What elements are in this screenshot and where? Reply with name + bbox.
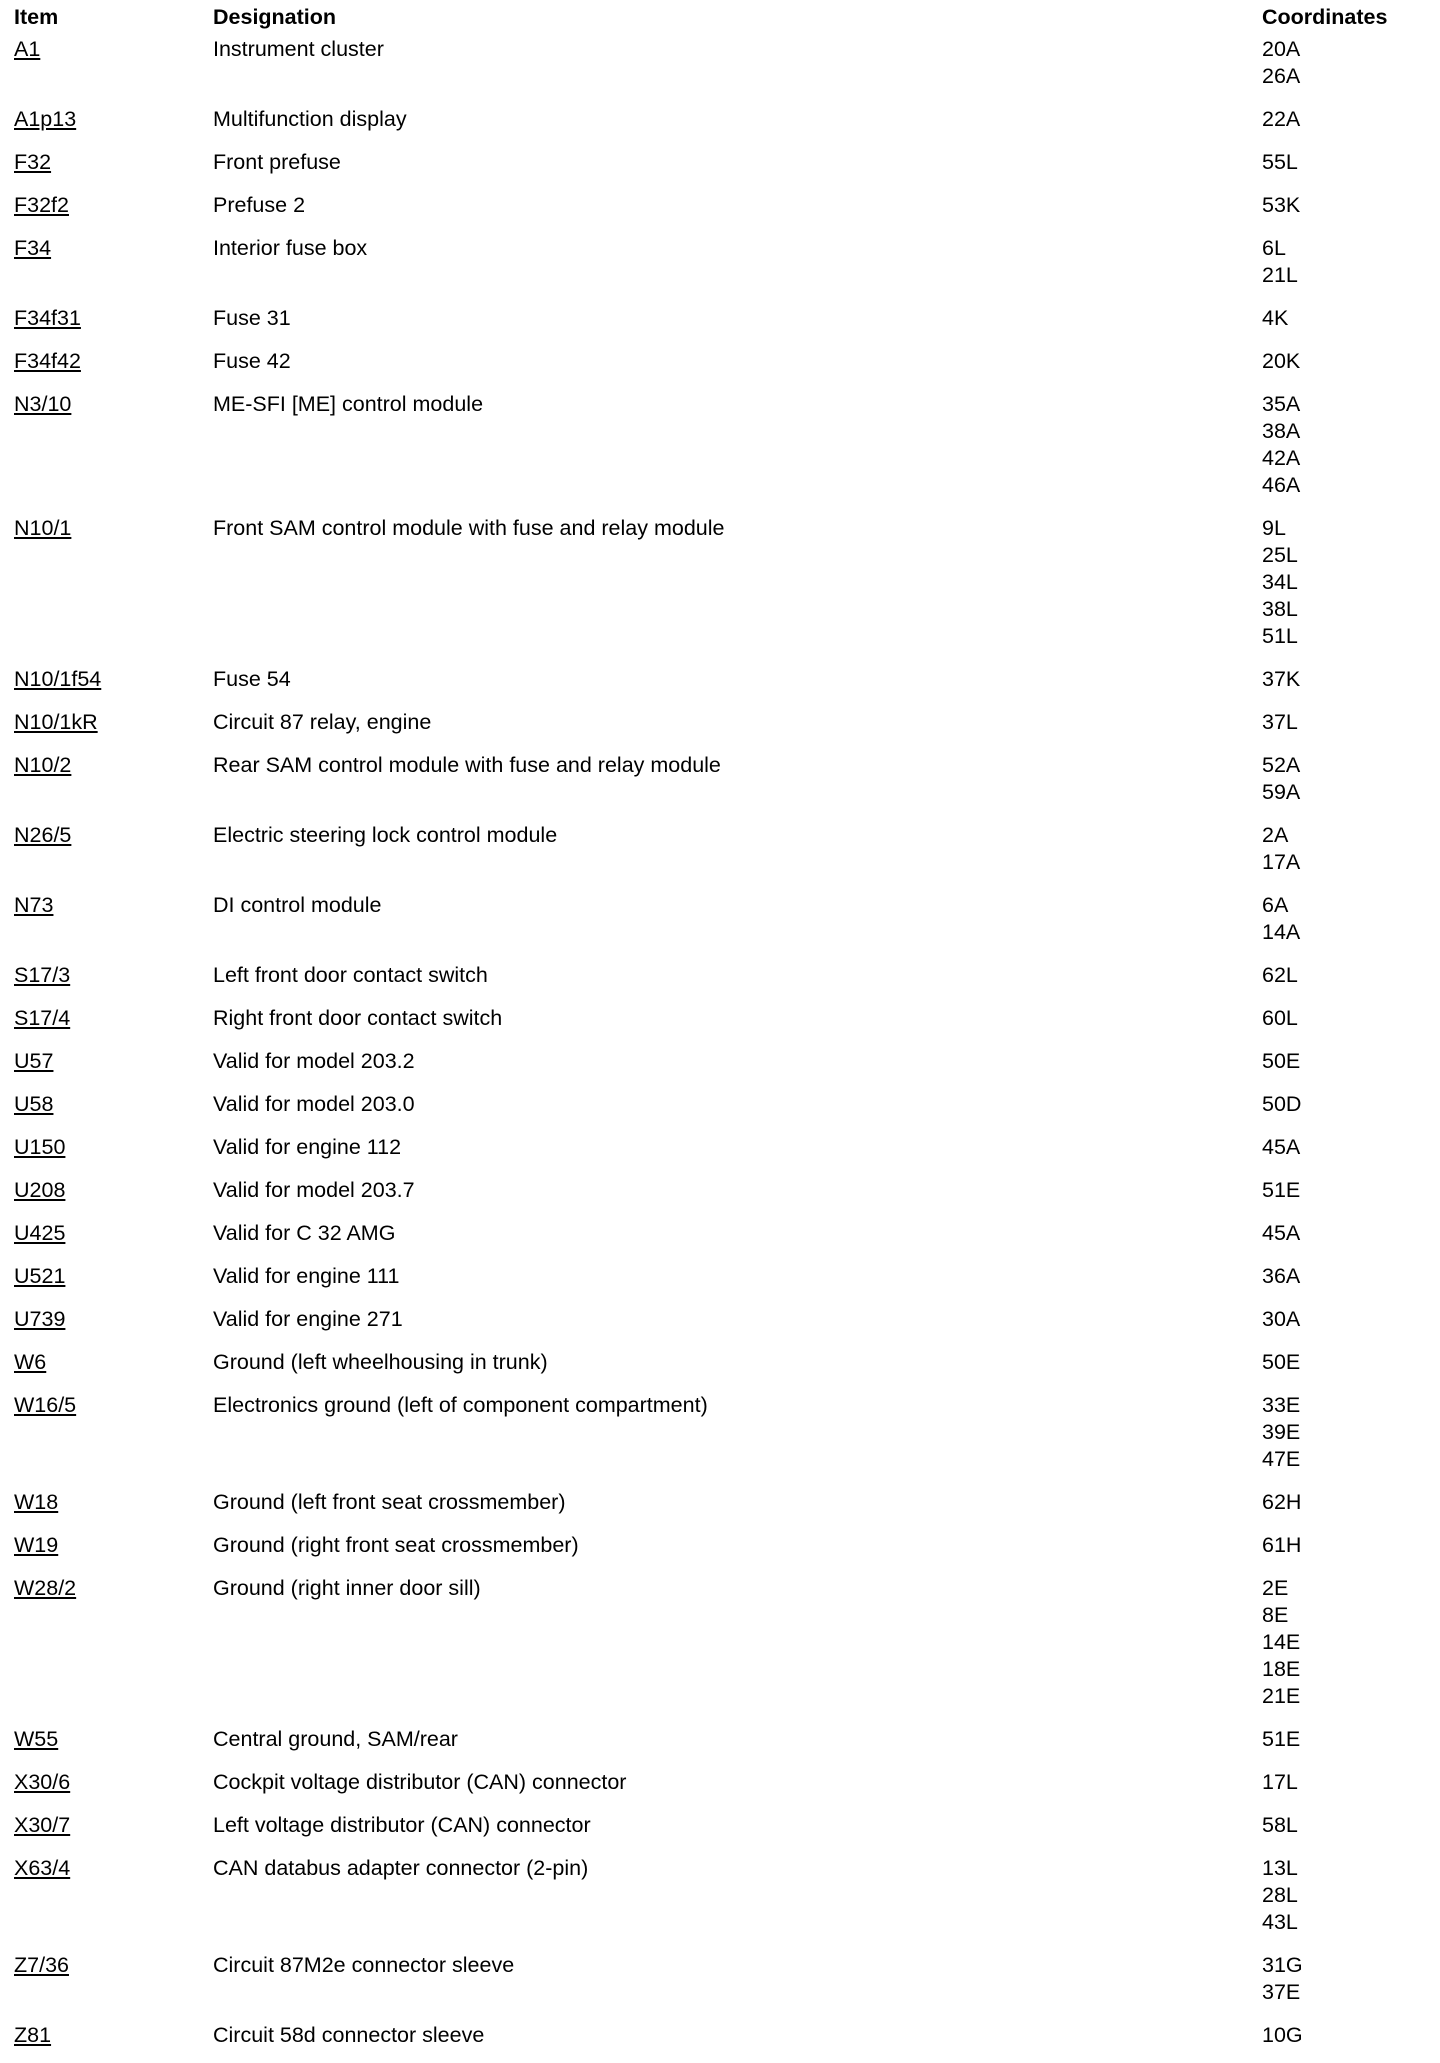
designation-cell: Electric steering lock control module <box>213 823 558 847</box>
designation-cell: Ground (right front seat crossmember) <box>213 1533 579 1557</box>
item-link[interactable]: U425 <box>14 1221 66 1245</box>
table-row <box>14 1810 1426 1853</box>
coordinate-value: 8E <box>1262 1603 1289 1627</box>
item-cell <box>14 1810 213 1853</box>
coordinate-value: 60L <box>1262 1006 1298 1030</box>
table-row <box>14 1218 1426 1261</box>
coordinate-value: 46A <box>1262 473 1301 497</box>
coordinates-cell <box>1262 1810 1426 1853</box>
item-cell <box>14 664 213 707</box>
coordinate-value: 51E <box>1262 1727 1301 1751</box>
item-link[interactable]: Z7/36 <box>14 1953 69 1977</box>
designation-cell: Valid for model 203.0 <box>213 1092 415 1116</box>
table-row <box>14 34 1426 104</box>
coordinate-value: 13L <box>1262 1856 1298 1880</box>
item-cell <box>14 1390 213 1487</box>
item-link[interactable]: F32 <box>14 150 52 174</box>
coordinates-cell <box>1262 104 1426 147</box>
item-cell <box>14 1218 213 1261</box>
table-row <box>14 513 1426 664</box>
item-cell <box>14 707 213 750</box>
item-cell <box>14 890 213 960</box>
item-link[interactable]: X30/7 <box>14 1813 71 1837</box>
component-table <box>14 4 1426 2063</box>
item-cell <box>14 34 213 104</box>
coordinate-value: 53K <box>1262 193 1301 217</box>
item-cell <box>14 820 213 890</box>
coordinate-value: 50D <box>1262 1092 1302 1116</box>
designation-cell: Ground (left front seat crossmember) <box>213 1490 566 1514</box>
item-cell <box>14 1304 213 1347</box>
table-row <box>14 147 1426 190</box>
coordinate-value: 31G <box>1262 1953 1303 1977</box>
item-cell <box>14 1573 213 1724</box>
coordinates-cell <box>1262 1767 1426 1810</box>
table-row <box>14 389 1426 513</box>
table-row <box>14 1487 1426 1530</box>
coordinate-value: 17A <box>1262 850 1301 874</box>
table-row <box>14 890 1426 960</box>
item-link[interactable]: U739 <box>14 1307 66 1331</box>
table-row <box>14 1089 1426 1132</box>
coordinates-cell <box>1262 820 1426 890</box>
item-link[interactable]: F34 <box>14 236 52 260</box>
coordinates-cell <box>1262 960 1426 1003</box>
coordinates-cell <box>1262 1046 1426 1089</box>
coordinates-cell <box>1262 1950 1426 2020</box>
coordinate-value: 18E <box>1262 1657 1301 1681</box>
table-row <box>14 346 1426 389</box>
coordinate-value: 45A <box>1262 1135 1301 1159</box>
coordinate-value: 62H <box>1262 1490 1302 1514</box>
coordinate-value: 34L <box>1262 570 1298 594</box>
coordinate-value: 38L <box>1262 597 1298 621</box>
coordinates-cell <box>1262 190 1426 233</box>
designation-cell: Valid for C 32 AMG <box>213 1221 396 1245</box>
coordinates-cell <box>1262 1853 1426 1950</box>
item-cell <box>14 1089 213 1132</box>
coordinate-value: 20A <box>1262 37 1301 61</box>
table-row <box>14 960 1426 1003</box>
coordinate-value: 36A <box>1262 1264 1301 1288</box>
item-link[interactable]: F34f31 <box>14 306 81 330</box>
item-link[interactable]: W55 <box>14 1727 59 1751</box>
item-cell <box>14 190 213 233</box>
designation-cell: Rear SAM control module with fuse and relay module <box>213 753 721 777</box>
designation-cell: Cockpit voltage distributor (CAN) connector <box>213 1770 627 1794</box>
coordinates-cell <box>1262 346 1426 389</box>
item-cell <box>14 147 213 190</box>
header-designation: Designation <box>213 5 337 29</box>
coordinate-value: 37K <box>1262 667 1301 691</box>
table-row <box>14 1304 1426 1347</box>
coordinates-cell <box>1262 1003 1426 1046</box>
coordinates-cell <box>1262 1261 1426 1304</box>
table-row <box>14 664 1426 707</box>
table-row <box>14 707 1426 750</box>
coordinates-cell <box>1262 1390 1426 1487</box>
coordinate-value: 45A <box>1262 1221 1301 1245</box>
item-cell <box>14 389 213 513</box>
item-link[interactable]: S17/4 <box>14 1006 71 1030</box>
coordinate-value: 30A <box>1262 1307 1301 1331</box>
header-coordinates: Coordinates <box>1262 5 1388 29</box>
coordinate-value: 37L <box>1262 710 1298 734</box>
header-item: Item <box>14 5 59 29</box>
coordinate-value: 55L <box>1262 150 1298 174</box>
coordinate-value: 43L <box>1262 1910 1298 1934</box>
coordinate-value: 58L <box>1262 1813 1298 1837</box>
coordinates-cell <box>1262 233 1426 303</box>
coordinates-cell <box>1262 34 1426 104</box>
table-row <box>14 1046 1426 1089</box>
item-link[interactable]: A1 <box>14 37 41 61</box>
table-row <box>14 1853 1426 1950</box>
coordinates-cell <box>1262 1218 1426 1261</box>
designation-cell: Central ground, SAM/rear <box>213 1727 458 1751</box>
coordinates-cell <box>1262 1530 1426 1573</box>
coordinates-cell <box>1262 1347 1426 1390</box>
table-row <box>14 1390 1426 1487</box>
coordinate-value: 21L <box>1262 263 1298 287</box>
coordinates-cell <box>1262 389 1426 513</box>
designation-cell: Multifunction display <box>213 107 407 131</box>
coordinates-cell <box>1262 1304 1426 1347</box>
table-row <box>14 1261 1426 1304</box>
designation-cell: Circuit 87 relay, engine <box>213 710 432 734</box>
table-row <box>14 2020 1426 2063</box>
table-row <box>14 1950 1426 2020</box>
designation-cell: Fuse 31 <box>213 306 291 330</box>
item-link[interactable]: A1p13 <box>14 107 77 131</box>
coordinates-cell <box>1262 2020 1426 2063</box>
item-cell <box>14 1724 213 1767</box>
table-row <box>14 233 1426 303</box>
item-link[interactable]: W16/5 <box>14 1393 77 1417</box>
item-cell <box>14 1003 213 1046</box>
item-link[interactable]: S17/3 <box>14 963 71 987</box>
coordinates-cell <box>1262 750 1426 820</box>
item-cell <box>14 1347 213 1390</box>
item-link[interactable]: X63/4 <box>14 1856 71 1880</box>
coordinate-value: 50E <box>1262 1350 1301 1374</box>
item-cell <box>14 960 213 1003</box>
table-row <box>14 820 1426 890</box>
item-link[interactable]: N10/2 <box>14 753 72 777</box>
coordinate-value: 2E <box>1262 1576 1289 1600</box>
coordinate-value: 4K <box>1262 306 1289 330</box>
coordinate-value: 52A <box>1262 753 1301 777</box>
coordinate-value: 33E <box>1262 1393 1301 1417</box>
item-link[interactable]: W28/2 <box>14 1576 77 1600</box>
coordinate-value: 62L <box>1262 963 1298 987</box>
table-row <box>14 1347 1426 1390</box>
coordinate-value: 51L <box>1262 624 1298 648</box>
designation-cell: Interior fuse box <box>213 236 368 260</box>
coordinate-value: 20K <box>1262 349 1301 373</box>
coordinate-value: 10G <box>1262 2023 1303 2047</box>
item-cell <box>14 1046 213 1089</box>
designation-cell: Valid for engine 271 <box>213 1307 403 1331</box>
coordinate-value: 59A <box>1262 780 1301 804</box>
designation-cell: Fuse 42 <box>213 349 291 373</box>
item-link[interactable]: W6 <box>14 1350 47 1374</box>
designation-cell: Instrument cluster <box>213 37 384 61</box>
coordinate-value: 14A <box>1262 920 1301 944</box>
item-cell <box>14 1950 213 2020</box>
coordinate-value: 50E <box>1262 1049 1301 1073</box>
designation-cell: Right front door contact switch <box>213 1006 503 1030</box>
coordinates-cell <box>1262 1175 1426 1218</box>
item-cell <box>14 303 213 346</box>
table-row <box>14 1724 1426 1767</box>
item-link[interactable]: X30/6 <box>14 1770 71 1794</box>
designation-cell: Electronics ground (left of component compartment) <box>213 1393 708 1417</box>
item-cell <box>14 1530 213 1573</box>
table-row <box>14 1530 1426 1573</box>
item-cell <box>14 233 213 303</box>
coordinates-cell <box>1262 664 1426 707</box>
item-cell <box>14 1767 213 1810</box>
coordinate-value: 35A <box>1262 392 1301 416</box>
coordinate-value: 6L <box>1262 236 1286 260</box>
item-link[interactable]: W19 <box>14 1533 59 1557</box>
designation-cell: Left front door contact switch <box>213 963 488 987</box>
coordinates-cell <box>1262 890 1426 960</box>
coordinates-cell <box>1262 303 1426 346</box>
designation-cell: Valid for model 203.2 <box>213 1049 415 1073</box>
table-row <box>14 190 1426 233</box>
designation-cell: Valid for model 203.7 <box>213 1178 415 1202</box>
coordinate-value: 38A <box>1262 419 1301 443</box>
table-row <box>14 1573 1426 1724</box>
coordinates-cell <box>1262 707 1426 750</box>
coordinate-value: 39E <box>1262 1420 1301 1444</box>
item-link[interactable]: N10/1f54 <box>14 667 102 691</box>
coordinate-value: 61H <box>1262 1533 1302 1557</box>
coordinates-cell <box>1262 1487 1426 1530</box>
item-link[interactable]: N73 <box>14 893 54 917</box>
table-row <box>14 303 1426 346</box>
designation-cell: CAN databus adapter connector (2-pin) <box>213 1856 589 1880</box>
item-link[interactable]: U58 <box>14 1092 54 1116</box>
coordinate-value: 42A <box>1262 446 1301 470</box>
designation-cell: Prefuse 2 <box>213 193 306 217</box>
coordinate-value: 37E <box>1262 1980 1301 2004</box>
coordinate-value: 9L <box>1262 516 1286 540</box>
table-body <box>14 34 1426 2063</box>
item-link[interactable]: U521 <box>14 1264 66 1288</box>
item-link[interactable]: W18 <box>14 1490 59 1514</box>
item-cell <box>14 1132 213 1175</box>
coordinate-value: 21E <box>1262 1684 1301 1708</box>
designation-cell: Valid for engine 111 <box>213 1264 400 1288</box>
item-cell <box>14 1487 213 1530</box>
designation-cell: DI control module <box>213 893 382 917</box>
item-link[interactable]: N10/1kR <box>14 710 98 734</box>
table-row <box>14 750 1426 820</box>
item-cell <box>14 513 213 664</box>
coordinate-value: 26A <box>1262 64 1301 88</box>
coordinates-cell <box>1262 1573 1426 1724</box>
designation-cell: Circuit 87M2e connector sleeve <box>213 1953 515 1977</box>
coordinates-cell <box>1262 1132 1426 1175</box>
coordinate-value: 6A <box>1262 893 1289 917</box>
item-cell <box>14 346 213 389</box>
coordinate-value: 51E <box>1262 1178 1301 1202</box>
item-cell <box>14 1175 213 1218</box>
header-row <box>14 4 1426 34</box>
table-row <box>14 1767 1426 1810</box>
coordinate-value: 2A <box>1262 823 1289 847</box>
designation-cell: Ground (left wheelhousing in trunk) <box>213 1350 548 1374</box>
table-row <box>14 1132 1426 1175</box>
designation-cell: Circuit 58d connector sleeve <box>213 2023 485 2047</box>
coordinate-value: 28L <box>1262 1883 1298 1907</box>
item-link[interactable]: N26/5 <box>14 823 72 847</box>
coordinates-cell <box>1262 513 1426 664</box>
coordinates-cell <box>1262 1724 1426 1767</box>
item-link[interactable]: N10/1 <box>14 516 72 540</box>
item-link[interactable]: N3/10 <box>14 392 72 416</box>
coordinate-value: 47E <box>1262 1447 1301 1471</box>
designation-cell: Front SAM control module with fuse and relay module <box>213 516 725 540</box>
designation-cell: Left voltage distributor (CAN) connector <box>213 1813 591 1837</box>
designation-cell: Ground (right inner door sill) <box>213 1576 481 1600</box>
coordinate-value: 14E <box>1262 1630 1301 1654</box>
coordinate-value: 17L <box>1262 1770 1298 1794</box>
item-cell <box>14 104 213 147</box>
table-row <box>14 1175 1426 1218</box>
designation-cell: Fuse 54 <box>213 667 291 691</box>
coordinate-value: 22A <box>1262 107 1301 131</box>
designation-cell: Front prefuse <box>213 150 341 174</box>
designation-cell: Valid for engine 112 <box>213 1135 402 1159</box>
table-row <box>14 1003 1426 1046</box>
table-row <box>14 104 1426 147</box>
item-cell <box>14 1853 213 1950</box>
coordinate-value: 25L <box>1262 543 1298 567</box>
item-cell <box>14 2020 213 2063</box>
item-link[interactable]: U57 <box>14 1049 54 1073</box>
item-cell <box>14 750 213 820</box>
coordinates-cell <box>1262 1089 1426 1132</box>
item-link[interactable]: Z81 <box>14 2023 52 2047</box>
item-link[interactable]: U150 <box>14 1135 66 1159</box>
item-link[interactable]: U208 <box>14 1178 66 1202</box>
item-link[interactable]: F32f2 <box>14 193 69 217</box>
item-cell <box>14 1261 213 1304</box>
designation-cell: ME-SFI [ME] control module <box>213 392 484 416</box>
item-link[interactable]: F34f42 <box>14 349 81 373</box>
coordinates-cell <box>1262 147 1426 190</box>
table-header <box>14 4 1426 34</box>
